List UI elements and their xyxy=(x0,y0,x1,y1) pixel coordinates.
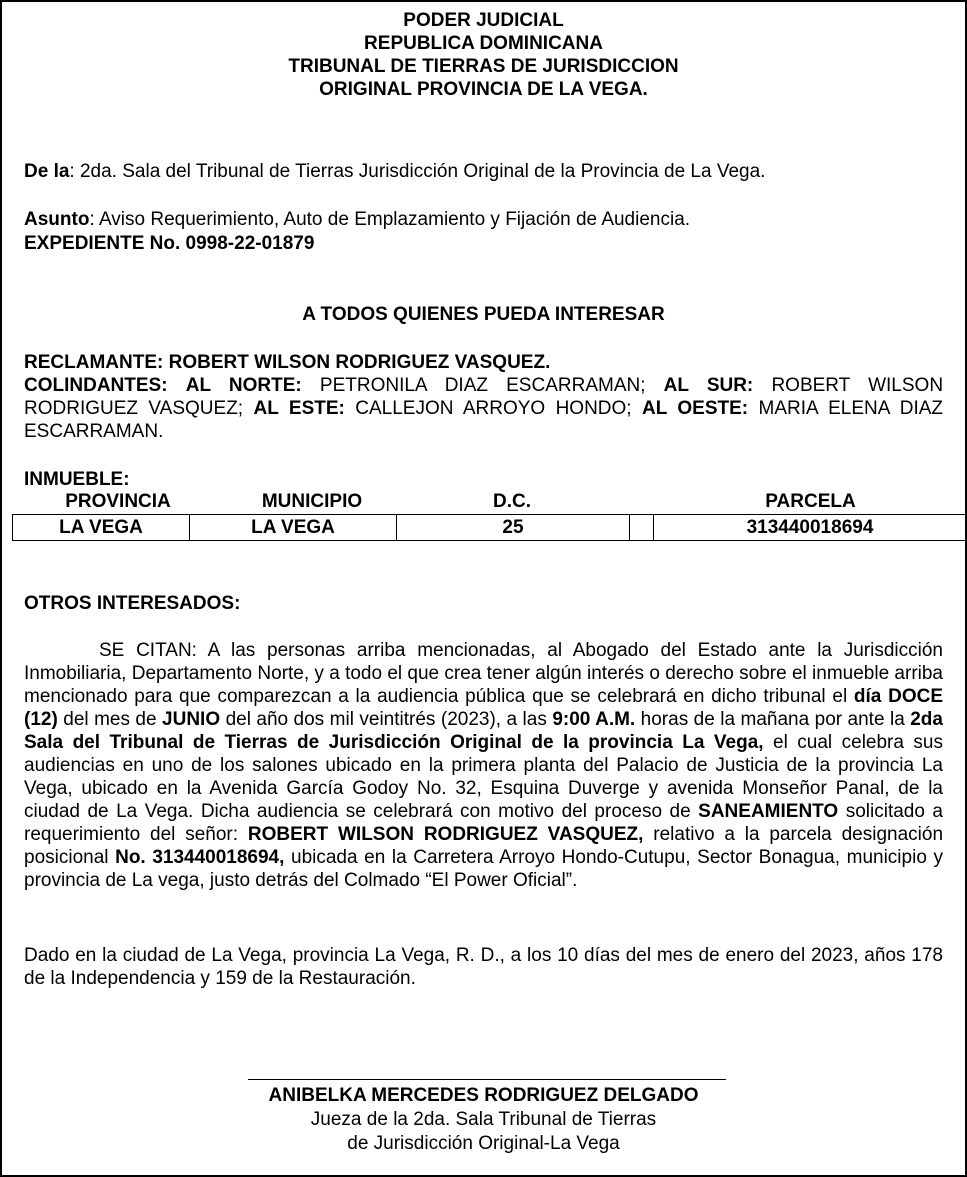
header-line-2: REPUBLICA DOMINICANA xyxy=(364,33,603,54)
header-dc: D.C. xyxy=(493,491,531,512)
header-provincia: PROVINCIA xyxy=(65,491,171,512)
header-line-4: ORIGINAL PROVINCIA DE LA VEGA. xyxy=(319,79,648,100)
header-line-1: PODER JUDICIAL xyxy=(403,10,564,31)
header-municipio: MUNICIPIO xyxy=(261,491,363,512)
signature-line xyxy=(248,1079,726,1080)
hearing-month: JUNIO xyxy=(162,709,221,730)
subject-label: Asunto xyxy=(24,209,90,230)
este-label: AL ESTE: xyxy=(253,398,345,419)
norte-label: AL NORTE: xyxy=(185,375,302,396)
body-t8: horas de la mañana por ante la xyxy=(635,709,911,730)
signer-title-1: Jueza de la 2da. Sala Tribunal de Tierras xyxy=(310,1109,657,1130)
closing-paragraph: Dado en la ciudad de La Vega, provincia La Vega, R. D., a los 10 días del mes de enero del 2023, años 178 de la Independencia y 159 de la Restauración. xyxy=(24,945,943,989)
tribunal-name: 2da Sala del Tribunal de Tierras de Jurisdicción Original de la provincia La Vega, xyxy=(24,709,943,753)
header-line-3: TRIBUNAL DE TIERRAS DE JURISDICCION xyxy=(288,56,679,77)
body-t16: ubicada en la Carretera Arroyo Hondo-Cutupu, Sector Bonagua, municipio y provincia de La vega, justo detrás del Colmado “El Power Oficial”. xyxy=(24,847,943,891)
body-t2: : A las personas arriba mencionadas, al Abogado del Estado ante la Jurisdicción Inmobiliaria, Departamento Norte, y a todo el que crea tener algún interés o derecho sobre el inmueble arriba mencionado para que comparezcan a la audiencia pública que se celebrará en dicho tribunal el xyxy=(24,640,943,707)
signer-name: ANIBELKA MERCEDES RODRIGUEZ DELGADO xyxy=(268,1085,699,1106)
header-parcela: PARCELA xyxy=(765,491,856,512)
este-value: CALLEJON ARROYO HONDO; xyxy=(355,398,632,419)
citation-paragraph xyxy=(24,639,943,892)
oeste-label: AL OESTE: xyxy=(642,398,749,419)
inmueble-table-row xyxy=(12,514,967,541)
norte-value: PETRONILA DIAZ ESCARRAMAN; xyxy=(319,375,646,396)
from-label: De la xyxy=(24,161,70,182)
requester-name: ROBERT WILSON RODRIGUEZ VASQUEZ, xyxy=(247,824,644,845)
body-t1: SE CITAN xyxy=(99,640,192,661)
subject-line xyxy=(24,208,943,231)
cell-blank xyxy=(630,515,654,540)
cell-provincia: LA VEGA xyxy=(13,515,190,540)
subject-text: : Aviso Requerimiento, Auto de Emplazamiento y Fijación de Audiencia. xyxy=(89,209,691,230)
signer-title-2: de Jurisdicción Original-La Vega xyxy=(347,1133,620,1154)
document-header xyxy=(2,9,965,101)
hearing-time: 9:00 A.M. xyxy=(552,709,636,730)
cell-municipio: LA VEGA xyxy=(190,515,397,540)
hearing-day: día DOCE (12) xyxy=(24,686,944,730)
oeste-value: MARIA ELENA DIAZ ESCARRAMAN. xyxy=(24,398,944,442)
inmueble-table-header xyxy=(12,490,967,513)
colindantes-label: COLINDANTES: xyxy=(24,375,168,396)
inmueble-label: INMUEBLE: xyxy=(24,469,130,490)
from-line xyxy=(24,160,943,183)
body-t6: del año dos mil veintitrés (2023), a las xyxy=(220,709,553,730)
salutation: A TODOS QUIENES PUEDA INTERESAR xyxy=(302,304,665,325)
reclamante-line: RECLAMANTE: ROBERT WILSON RODRIGUEZ VASQUEZ. xyxy=(24,352,551,373)
sur-label: AL SUR: xyxy=(663,375,754,396)
from-text: : 2da. Sala del Tribunal de Tierras Jurisdicción Original de la Provincia de La Vega. xyxy=(69,161,766,182)
cell-parcela: 313440018694 xyxy=(746,517,874,538)
colindantes-paragraph xyxy=(24,374,943,443)
body-t4: del mes de xyxy=(57,709,163,730)
body-t14: relativo a la parcela designación posicional xyxy=(24,824,944,868)
cell-dc: 25 xyxy=(397,515,630,540)
body-t12: solicitado a requerimiento del señor: xyxy=(24,801,943,845)
expediente-number: EXPEDIENTE No. 0998-22-01879 xyxy=(24,233,315,254)
parcel-number: No. 313440018694, xyxy=(115,847,285,868)
otros-interesados-label: OTROS INTERESADOS: xyxy=(24,593,241,614)
sur-value: ROBERT WILSON RODRIGUEZ VASQUEZ; xyxy=(24,375,944,419)
body-t10: el cual celebra sus audiencias en uno de los salones ubicado en la primera planta del Palacio de Justicia de la provincia La Vega, ubicado en la Avenida García Godoy No. 32, Esquina Duverge y avenida Monseñor Panal, de la ciudad de La Vega. Dicha audiencia se celebrará con motivo del proceso de xyxy=(24,732,943,822)
process-type: SANEAMIENTO xyxy=(698,801,839,822)
